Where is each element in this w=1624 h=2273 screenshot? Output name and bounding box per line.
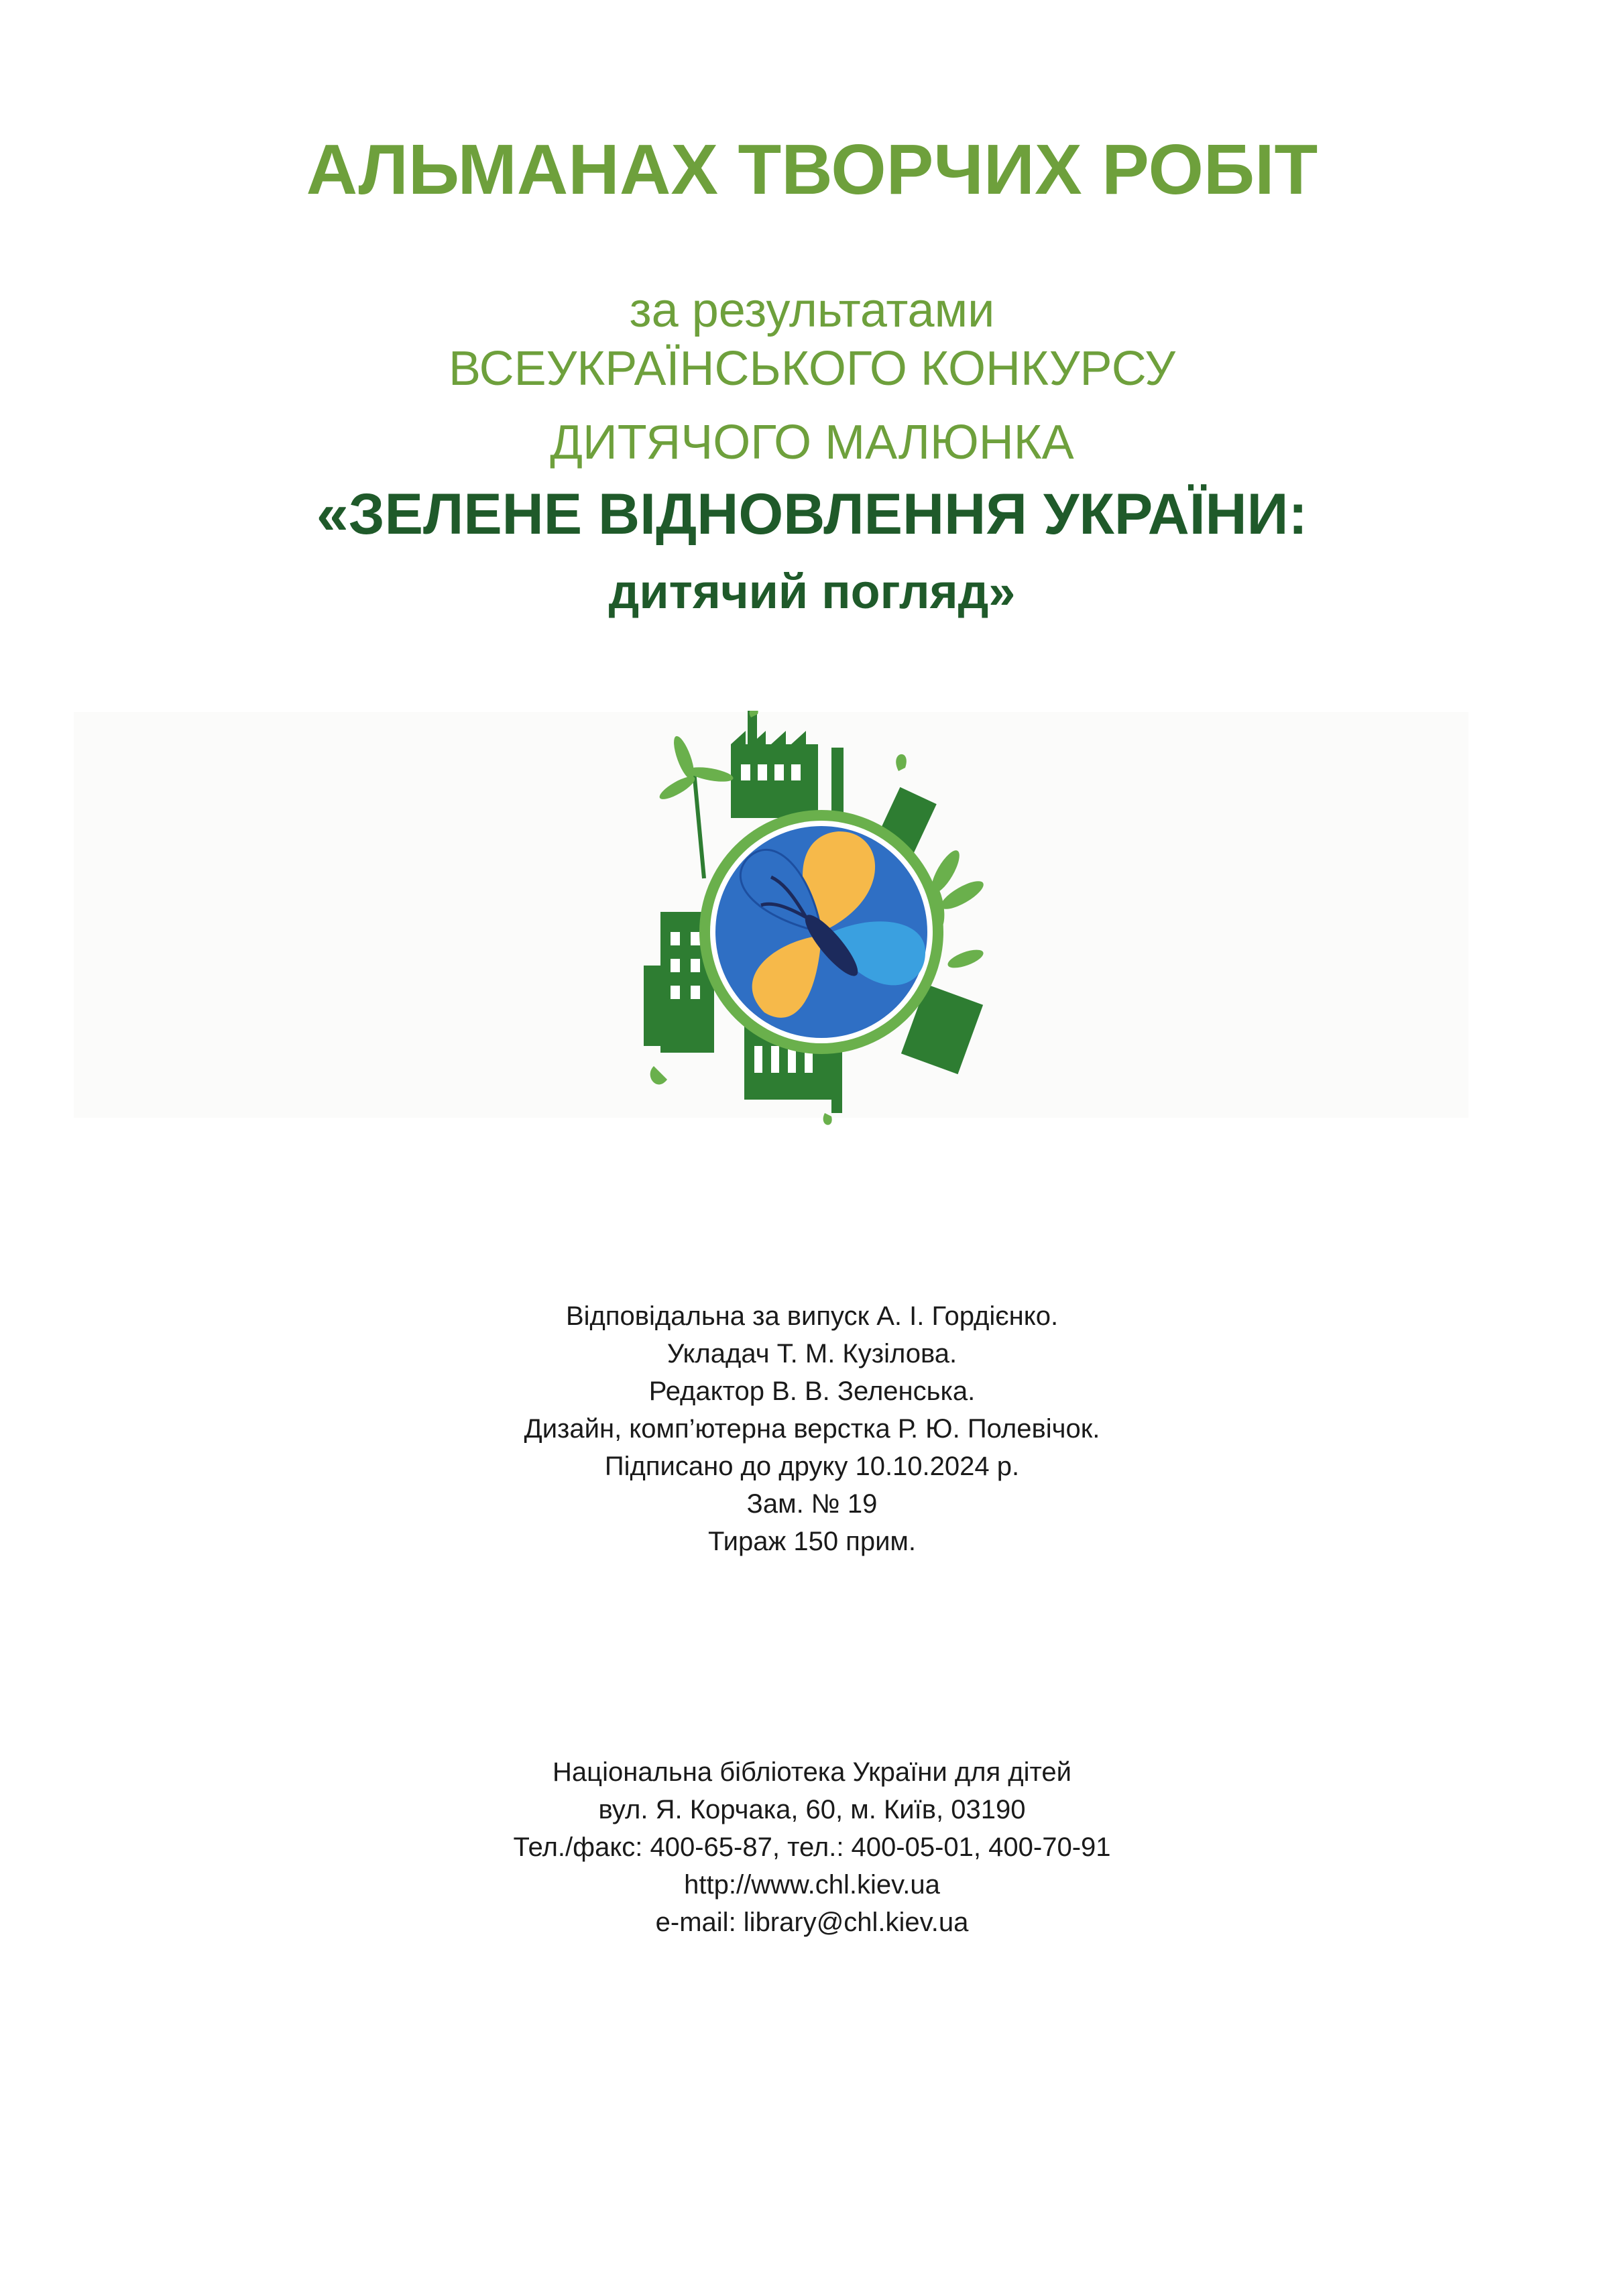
- publisher-address: вул. Я. Корчака, 60, м. Київ, 03190: [598, 1795, 1026, 1824]
- butterfly-globe-logo-icon: [630, 711, 1006, 1126]
- publisher-website: http://www.chl.kiev.ua: [684, 1870, 940, 1900]
- subtitle-drawing: ДИТЯЧОГО МАЛЮНКА: [550, 416, 1074, 469]
- contest-name-line2: дитячий погляд»: [608, 565, 1016, 619]
- publisher-block: [0, 1753, 1624, 1941]
- imprint-order-number: Зам. № 19: [746, 1489, 878, 1519]
- imprint-editor: Редактор В. В. Зеленська.: [648, 1377, 976, 1406]
- imprint-design: Дизайн, комп’ютерна верстка Р. Ю. Полевічок.: [524, 1414, 1100, 1444]
- almanac-title: АЛЬМАНАХ ТВОРЧИХ РОБІТ: [306, 130, 1318, 209]
- imprint-block: [0, 1297, 1624, 1560]
- publisher-name: Національна бібліотека України для дітей: [553, 1757, 1071, 1787]
- imprint-compiler: Укладач Т. М. Кузілова.: [666, 1339, 958, 1368]
- imprint-responsible: Відповідальна за випуск А. І. Гордієнко.: [565, 1301, 1059, 1331]
- subtitle-results: за результатами: [629, 284, 995, 337]
- publisher-phones: Тел./факс: 400-65-87, тел.: 400-05-01, 400-70-91: [513, 1832, 1111, 1862]
- imprint-print-date: Підписано до друку 10.10.2024 р.: [604, 1452, 1020, 1481]
- imprint-circulation: Тираж 150 прим.: [707, 1527, 917, 1556]
- subtitle-contest: ВСЕУКРАЇНСЬКОГО КОНКУРСУ: [448, 342, 1176, 396]
- publisher-email: e-mail: library@chl.kiev.ua: [655, 1908, 969, 1937]
- contest-name-line1: «ЗЕЛЕНЕ ВІДНОВЛЕННЯ УКРАЇНИ:: [316, 482, 1308, 546]
